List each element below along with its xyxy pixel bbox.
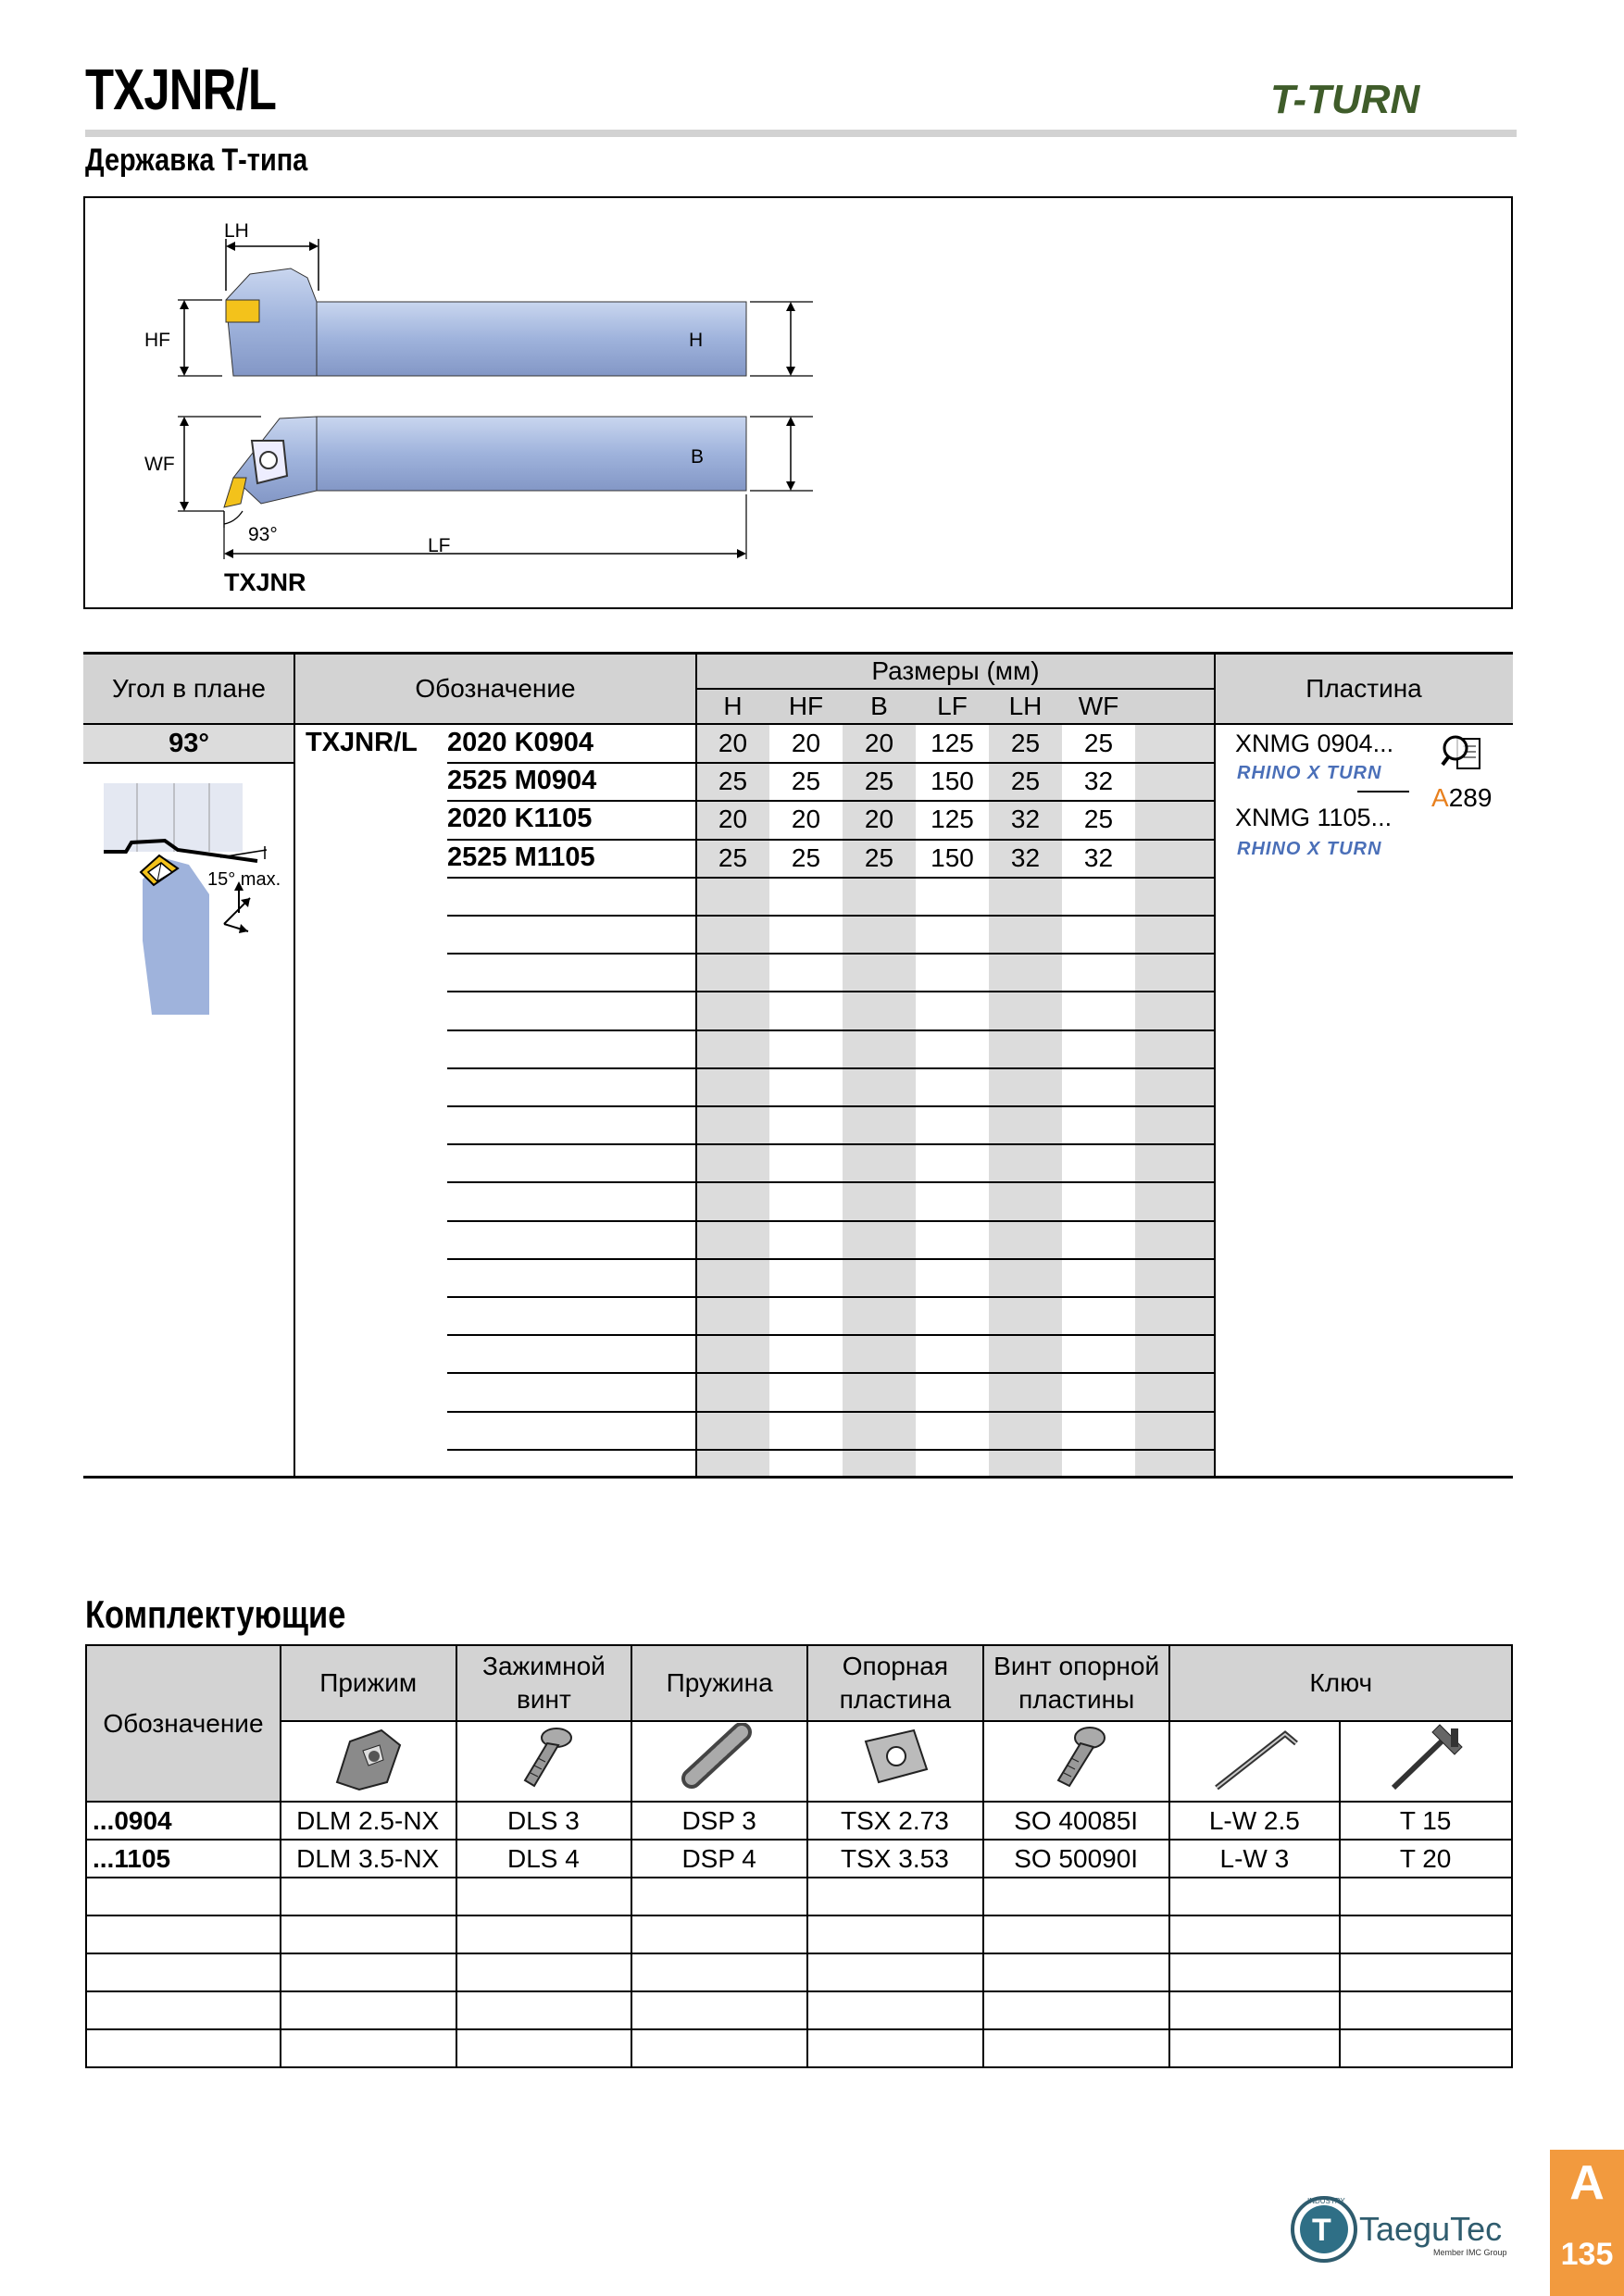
row-dim-hf: 25 (791, 766, 821, 795)
vrule-1 (294, 652, 295, 1478)
acc-row (86, 1953, 1512, 1991)
row-rule (447, 1181, 1215, 1183)
acc-cell: SO 50090I (983, 1840, 1170, 1878)
acc-cell (1340, 1915, 1512, 1953)
row-dim-b: 25 (864, 842, 894, 872)
acc-row (86, 1802, 1512, 1840)
acc-cell: DLS 3 (456, 1802, 632, 1840)
logo-wordmark: TaeguTec (1359, 2210, 1503, 2248)
page-number: 135 (1560, 2237, 1614, 2272)
rule-dim-sub (696, 688, 1215, 690)
acc-row (86, 1991, 1512, 2029)
page-title: TXJNR/L (85, 58, 277, 122)
acc-cell (983, 1991, 1170, 2029)
row-dim-lf: 150 (931, 766, 974, 795)
acc-row-designation (86, 2029, 281, 2067)
acc-cell (1340, 1991, 1512, 2029)
acc-cell (807, 1915, 983, 1953)
svg-text:T: T (1312, 2213, 1331, 2248)
acc-header-clamp-screw: Зажимной винт (456, 1645, 632, 1721)
acc-cell (456, 1915, 632, 1953)
acc-cell (807, 1991, 983, 2029)
acc-cell: L-W 3 (1169, 1840, 1340, 1878)
acc-cell (983, 1915, 1170, 1953)
acc-cell (1169, 1878, 1340, 1915)
label-hf: HF (144, 330, 170, 351)
acc-row (86, 1878, 1512, 1915)
acc-cell: DSP 4 (631, 1840, 807, 1878)
page-reference[interactable] (1431, 783, 1492, 813)
col-shade-extra (1135, 724, 1215, 1476)
row-dim-h: 25 (718, 766, 748, 795)
row-rule (447, 1372, 1215, 1374)
acc-cell: TSX 3.53 (807, 1840, 983, 1878)
accessories-table (85, 1644, 1513, 2068)
acc-row-designation: ...0904 (86, 1802, 281, 1840)
torx-key-icon (1340, 1721, 1512, 1802)
spring-icon (631, 1721, 807, 1802)
acc-cell (456, 1991, 632, 2029)
acc-cell (807, 1953, 983, 1991)
header-insert: Пластина (1305, 674, 1422, 703)
row-dim-wf: 25 (1083, 728, 1114, 757)
acc-row-designation: ...1105 (86, 1840, 281, 1878)
acc-cell (1169, 2029, 1340, 2067)
magnifier-icon (1441, 733, 1485, 779)
acc-cell (281, 1953, 456, 1991)
row-rule (447, 1296, 1215, 1298)
shim-screw-icon (983, 1721, 1170, 1802)
header-dim-lf: LF (937, 692, 968, 720)
acc-cell (807, 2029, 983, 2067)
row-dim-lf: 125 (931, 804, 974, 833)
row-dim-hf: 20 (791, 728, 821, 757)
row-rule (447, 1029, 1215, 1031)
acc-row (86, 1840, 1512, 1878)
section-tab (1550, 2150, 1624, 2296)
acc-cell: DSP 3 (631, 1802, 807, 1840)
row-rule (447, 991, 1215, 992)
acc-header-designation: Обозначение (86, 1645, 281, 1802)
header-dimensions: Размеры (мм) (871, 656, 1040, 685)
row-rule (447, 953, 1215, 955)
row-dim-b: 20 (864, 804, 894, 833)
rule-top (83, 652, 1513, 655)
acc-row-designation (86, 1878, 281, 1915)
row-dim-b: 20 (864, 728, 894, 757)
label-h: H (689, 330, 704, 351)
shim-icon (807, 1721, 983, 1802)
acc-cell (631, 1991, 807, 2029)
acc-row-designation (86, 1915, 281, 1953)
row-rule (447, 1334, 1215, 1336)
row-dim-h: 20 (718, 728, 748, 757)
row-rule (447, 1143, 1215, 1145)
header-angle: Угол в плане (112, 674, 266, 703)
label-lh: LH (224, 220, 249, 242)
rule-bottom (83, 1476, 1513, 1479)
acc-row-designation (86, 1991, 281, 2029)
acc-cell (281, 2029, 456, 2067)
clamp-icon (281, 1721, 456, 1802)
logo-member: Member IMC Group (1433, 2248, 1507, 2257)
row-dim-b: 25 (864, 766, 894, 795)
acc-cell (1169, 1953, 1340, 1991)
insert-name-2: XNMG 1105... (1235, 804, 1393, 831)
header-dim-h: H (723, 692, 743, 720)
acc-cell (1340, 1878, 1512, 1915)
row-code: 2020 K0904 (447, 728, 594, 757)
row-code: 2020 K1105 (447, 804, 593, 833)
row-dim-h: 25 (718, 842, 748, 872)
acc-cell: T 20 (1340, 1840, 1512, 1878)
row-rule (447, 1067, 1215, 1069)
acc-cell (631, 2029, 807, 2067)
row-dim-lf: 150 (931, 842, 974, 872)
acc-header-shim: Опорная пластина (807, 1645, 983, 1721)
row-dim-hf: 25 (791, 842, 821, 872)
label-lf: LF (428, 535, 451, 556)
rhinox-turn-logo-2: RHINO X TURN (1237, 839, 1382, 859)
insert-name-1: XNMG 0904... (1235, 730, 1394, 757)
label-wf: WF (144, 454, 175, 475)
row-rule (447, 915, 1215, 917)
clamp-screw-icon (456, 1721, 632, 1802)
row-dim-wf: 32 (1083, 766, 1114, 795)
label-b: B (691, 446, 705, 468)
logo-text: T-TURN (1270, 77, 1420, 122)
series-name: TXJNR/L (306, 728, 418, 757)
acc-cell (1169, 1991, 1340, 2029)
label-angle: 93° (248, 524, 278, 545)
ref-prefix: A (1431, 783, 1449, 812)
row-dim-wf: 32 (1083, 842, 1114, 872)
angle-note: 15° max. (207, 869, 281, 890)
taegutec-logo (1287, 2192, 1528, 2271)
acc-cell (631, 1953, 807, 1991)
vrule-3 (1214, 652, 1216, 1478)
page-subtitle: Державка Т-типа (85, 143, 308, 178)
acc-header-clamp: Прижим (281, 1645, 456, 1721)
acc-cell (631, 1878, 807, 1915)
acc-row (86, 2029, 1512, 2067)
acc-cell (456, 2029, 632, 2067)
header-designation: Обозначение (415, 674, 576, 703)
acc-cell (1169, 1915, 1340, 1953)
hex-key-icon (1169, 1721, 1340, 1802)
acc-row (86, 1915, 1512, 1953)
row-rule (447, 1449, 1215, 1451)
acc-header-key: Ключ (1169, 1645, 1512, 1721)
row-dim-h: 20 (718, 804, 748, 833)
logo-ring-text: INDUSTRY (1307, 2197, 1345, 2205)
row-dim-wf: 25 (1083, 804, 1114, 833)
row-rule (447, 877, 1215, 879)
approach-angle-diagram (100, 783, 285, 1019)
acc-cell: TSX 2.73 (807, 1802, 983, 1840)
header-dim-wf: WF (1078, 692, 1119, 720)
drawing-caption: TXJNR (224, 568, 306, 596)
acc-cell (631, 1915, 807, 1953)
angle-value: 93° (169, 728, 209, 758)
row-dim-lh: 25 (1010, 728, 1041, 757)
acc-cell: DLS 4 (456, 1840, 632, 1878)
rhinox-turn-logo-1: RHINO X TURN (1237, 763, 1382, 783)
row-dim-lh: 32 (1010, 804, 1041, 833)
row-dim-lh: 25 (1010, 766, 1041, 795)
acc-cell: T 15 (1340, 1802, 1512, 1840)
acc-cell (1340, 2029, 1512, 2067)
acc-cell (807, 1878, 983, 1915)
accessories-title: Комплектующие (85, 1592, 346, 1636)
row-code: 2525 M1105 (447, 842, 595, 872)
acc-cell (281, 1878, 456, 1915)
header-dim-lh: LH (1008, 692, 1043, 720)
acc-cell (983, 2029, 1170, 2067)
row-rule (447, 1411, 1215, 1413)
header-dim-b: B (870, 692, 888, 720)
row-rule (447, 1105, 1215, 1107)
acc-header-shim-screw: Винт опорной пластины (983, 1645, 1170, 1721)
ref-underline (1357, 791, 1409, 792)
acc-header-spring: Пружина (631, 1645, 807, 1721)
acc-row-designation (86, 1953, 281, 1991)
acc-cell (456, 1878, 632, 1915)
acc-cell: L-W 2.5 (1169, 1802, 1340, 1840)
acc-cell: DLM 3.5-NX (281, 1840, 456, 1878)
row-code: 2525 M0904 (447, 766, 597, 795)
acc-cell (456, 1953, 632, 1991)
row-dim-lf: 125 (931, 728, 974, 757)
header-dim-hf: HF (788, 692, 824, 720)
row-rule (447, 1258, 1215, 1260)
section-letter: A (1569, 2156, 1605, 2210)
row-rule (447, 1220, 1215, 1222)
acc-cell (281, 1991, 456, 2029)
acc-cell (983, 1878, 1170, 1915)
acc-cell: SO 40085I (983, 1802, 1170, 1840)
acc-cell (281, 1915, 456, 1953)
acc-cell (1340, 1953, 1512, 1991)
row-dim-lh: 32 (1010, 842, 1041, 872)
acc-cell: DLM 2.5-NX (281, 1802, 456, 1840)
row-dim-hf: 20 (791, 804, 821, 833)
ref-page: 289 (1448, 783, 1493, 812)
acc-cell (983, 1953, 1170, 1991)
